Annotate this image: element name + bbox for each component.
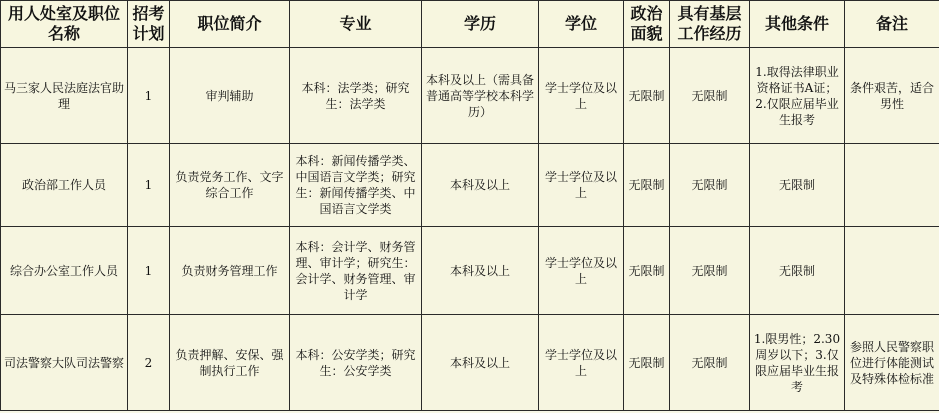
cell-education: 本科及以上（需具备普通高等学校本科学历） [422, 48, 539, 144]
header-other: 其他条件 [750, 1, 845, 48]
cell-plan: 1 [128, 144, 170, 227]
table-row [1, 144, 939, 227]
table-row [1, 315, 939, 411]
cell-plan: 1 [128, 227, 170, 315]
header-education: 学历 [422, 1, 539, 48]
cell-grassroots: 无限制 [670, 48, 750, 144]
cell-grassroots: 无限制 [670, 315, 750, 411]
cell-intro: 负责押解、安保、强制执行工作 [170, 315, 290, 411]
cell-note [845, 144, 939, 227]
cell-plan: 1 [128, 48, 170, 144]
cell-intro: 负责财务管理工作 [170, 227, 290, 315]
header-note: 备注 [845, 1, 939, 48]
cell-grassroots: 无限制 [670, 144, 750, 227]
header-intro: 职位简介 [170, 1, 290, 48]
cell-education: 本科及以上 [422, 144, 539, 227]
table-row [1, 227, 939, 315]
cell-other: 无限制 [750, 144, 845, 227]
cell-other: 1.取得法律职业资格证书A证；2.仅限应届毕业生报考 [750, 48, 845, 144]
cell-other: 无限制 [750, 227, 845, 315]
cell-note [845, 227, 939, 315]
cell-major: 本科：新闻传播学类、中国语言文学类；研究生：新闻传播学类、中国语言文学类 [290, 144, 422, 227]
cell-intro: 审判辅助 [170, 48, 290, 144]
cell-intro: 负责党务工作、文字综合工作 [170, 144, 290, 227]
cell-degree: 学士学位及以上 [539, 144, 624, 227]
cell-degree: 学士学位及以上 [539, 227, 624, 315]
cell-plan: 2 [128, 315, 170, 411]
cell-note: 参照人民警察职位进行体能测试及特殊体检标准 [845, 315, 939, 411]
table-row [1, 48, 939, 144]
cell-major: 本科：会计学、财务管理、审计学；研究生：会计学、财务管理、审计学 [290, 227, 422, 315]
header-plan: 招考计划 [128, 1, 170, 48]
cell-grassroots: 无限制 [670, 227, 750, 315]
cell-position-name: 马三家人民法庭法官助理 [1, 48, 128, 144]
header-politics: 政治面貌 [624, 1, 670, 48]
header-row [1, 1, 939, 48]
header-degree: 学位 [539, 1, 624, 48]
header-grassroots: 具有基层工作经历 [670, 1, 750, 48]
header-major: 专业 [290, 1, 422, 48]
cell-politics: 无限制 [624, 48, 670, 144]
cell-major: 本科：法学类；研究生：法学类 [290, 48, 422, 144]
cell-position-name: 综合办公室工作人员 [1, 227, 128, 315]
cell-politics: 无限制 [624, 144, 670, 227]
header-position-name: 用人处室及职位名称 [1, 1, 128, 48]
cell-politics: 无限制 [624, 227, 670, 315]
cell-politics: 无限制 [624, 315, 670, 411]
cell-note: 条件艰苦，适合男性 [845, 48, 939, 144]
cell-major: 本科：公安学类；研究生：公安学类 [290, 315, 422, 411]
cell-education: 本科及以上 [422, 227, 539, 315]
cell-position-name: 政治部工作人员 [1, 144, 128, 227]
cell-position-name: 司法警察大队司法警察 [1, 315, 128, 411]
cell-other: 1.限男性；2.30周岁以下；3.仅限应届毕业生报考 [750, 315, 845, 411]
cell-degree: 学士学位及以上 [539, 315, 624, 411]
cell-education: 本科及以上 [422, 315, 539, 411]
cell-degree: 学士学位及以上 [539, 48, 624, 144]
